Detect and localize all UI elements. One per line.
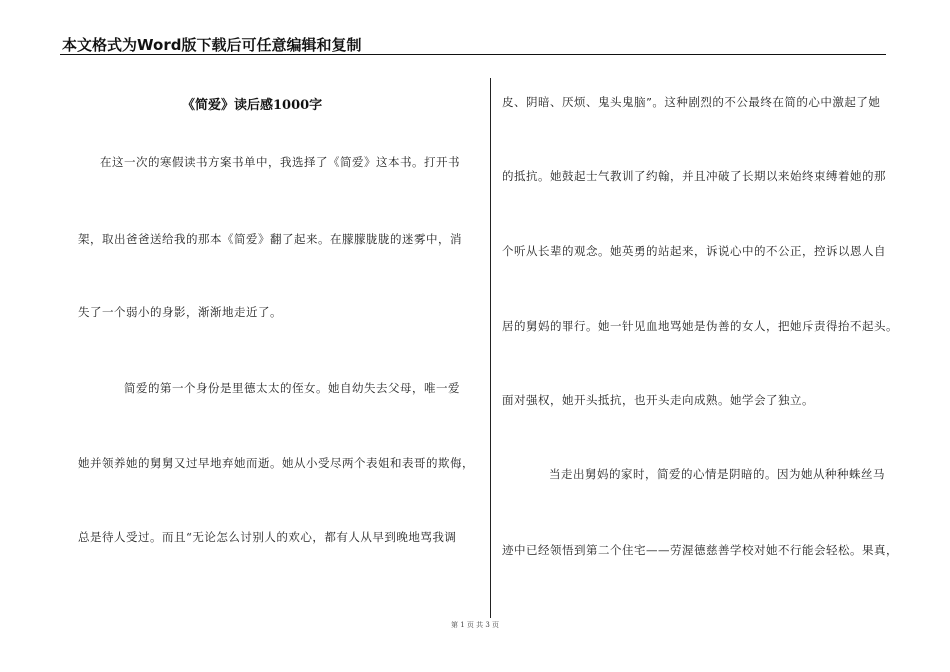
text-line: 她并领养她的舅舅又过早地弃她而逝。她从小受尽两个表姐和表哥的欺侮，: [78, 456, 474, 470]
text-line: 失了一个弱小的身影，渐渐地走近了。: [78, 305, 282, 319]
document-title: 《简爱》读后感1000字: [182, 98, 323, 113]
column-divider: [490, 78, 491, 618]
text-line: 在这一次的寒假读书方案书单中，我选择了《简爱》这本书。打开书: [100, 155, 460, 169]
header-divider: [60, 54, 886, 55]
text-line: 皮、阴暗、厌烦、鬼头鬼脑”。这种剧烈的不公最终在简的心中激起了她: [502, 95, 881, 109]
text-line: 总是待人受过。而且“无论怎么讨别人的欢心，都有人从早到晚地骂我调: [78, 530, 457, 544]
text-line: 当走出舅妈的家时，简爱的心情是阴暗的。因为她从种种蛛丝马: [549, 467, 885, 481]
header-title: 本文格式为Word版下载后可任意编辑和复制: [62, 36, 362, 54]
text-line: 个听从长辈的观念。她英勇的站起来，诉说心中的不公正，控诉以恩人自: [502, 244, 886, 258]
text-line: 简爱的第一个身份是里德太太的侄女。她自幼失去父母，唯一爱: [124, 381, 460, 395]
text-line: 居的舅妈的罪行。她一针见血地骂她是伪善的女人，把她斥责得抬不起头。: [502, 319, 898, 333]
text-line: 迹中已经领悟到第二个住宅——劳渥德慈善学校对她不行能会轻松。果真，: [502, 543, 898, 557]
text-line: 面对强权，她开头抵抗，也开头走向成熟。她学会了独立。: [502, 393, 814, 407]
text-line: 架，取出爸爸送给我的那本《简爱》翻了起来。在朦朦胧胧的迷雾中，消: [78, 232, 462, 246]
page-indicator: 第 1 页 共 3 页: [450, 621, 500, 629]
text-line: 的抵抗。她鼓起士气教训了约翰，并且冲破了长期以来始终束缚着她的那: [502, 169, 886, 183]
